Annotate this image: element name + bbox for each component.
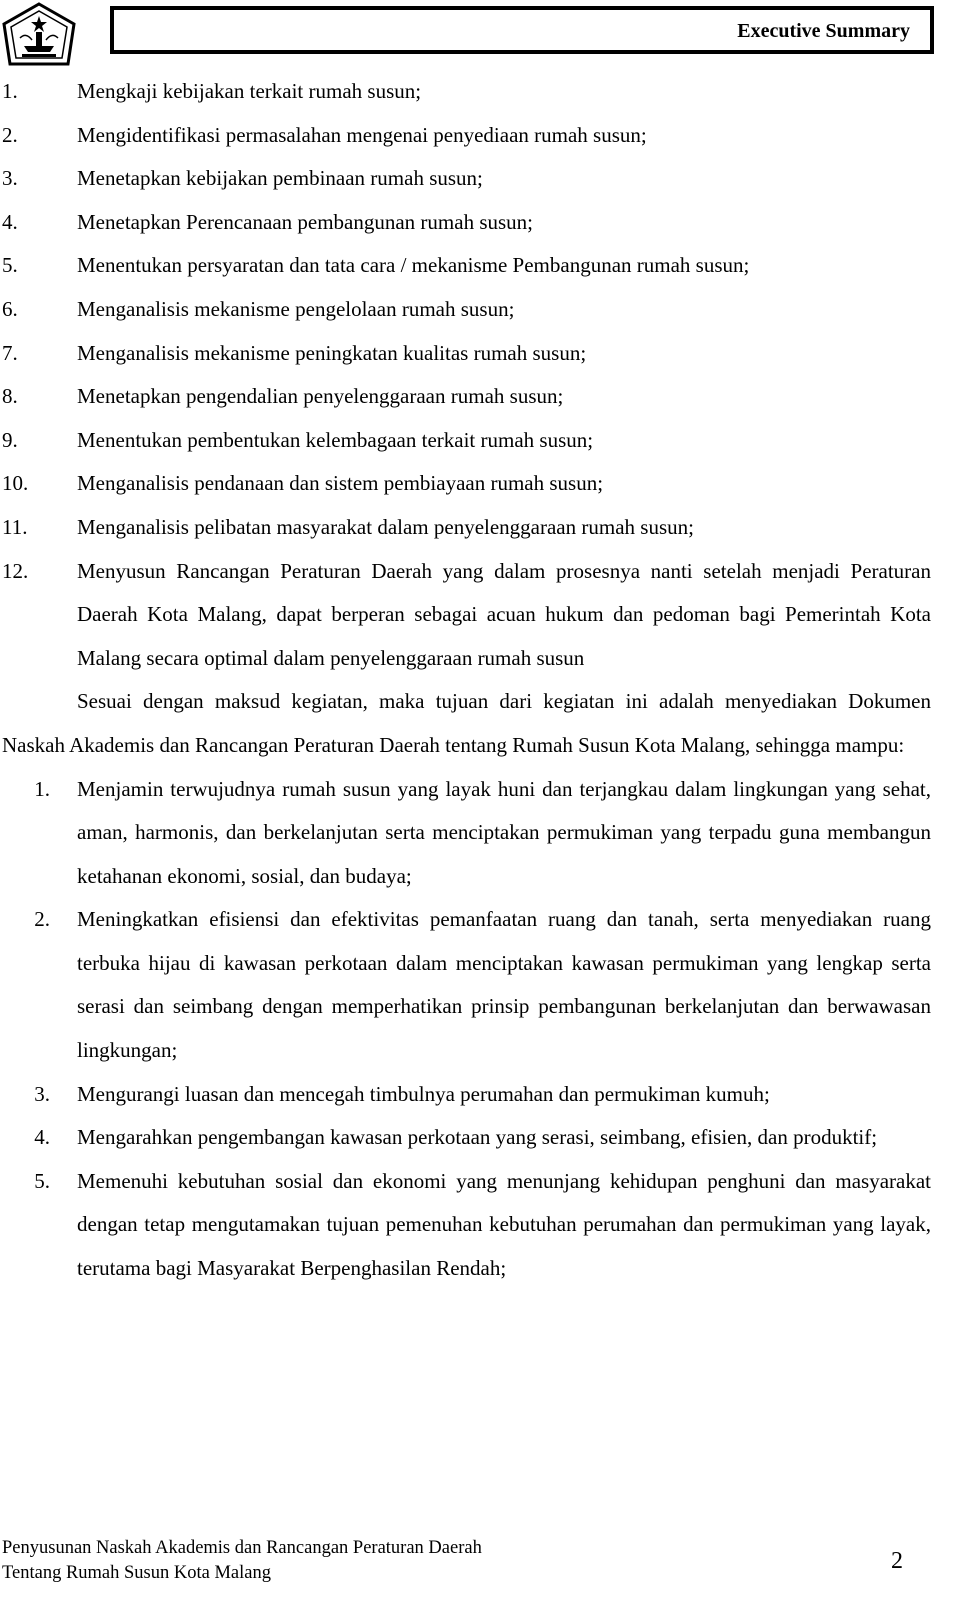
list-item-number: 12. (2, 558, 29, 583)
list-item-text: Menetapkan kebijakan pembinaan rumah susun; (77, 166, 483, 191)
list-item (2, 1116, 931, 1160)
list-item (2, 288, 931, 332)
list-item-text: Menentukan persyaratan dan tata cara / mekanisme Pembangunan rumah susun; (77, 253, 750, 278)
list-item-text: Mengarahkan pengembangan kawasan perkotaan yang serasi, seimbang, efisien, dan produktif; (77, 1125, 878, 1150)
list-item-text: Meningkatkan efisiensi dan efektivitas pemanfaatan ruang dan tanah, serta menyediakan ruang terbuka hijau di kawasan perkotaan dalam menciptakan kawasan permukiman yang lengkap serta serasi dan seimbang dengan memperhatikan prinsip pembangunan berkelanjutan dan berwawasan lingkungan; (77, 907, 931, 1063)
list-item (2, 157, 931, 201)
list-item (2, 332, 931, 376)
footer-line-1: Penyusunan Naskah Akademis dan Rancangan Peraturan Daerah (2, 1538, 482, 1558)
list-item (2, 1160, 931, 1291)
list-item-number: 2. (34, 907, 50, 932)
list-item (2, 201, 931, 245)
list-item-number: 5. (34, 1168, 50, 1193)
list-item (2, 114, 931, 158)
list-item (2, 550, 931, 681)
list-item (2, 462, 931, 506)
page-header (0, 0, 960, 72)
list-item-number: 5. (2, 253, 18, 278)
list-item-number: 8. (2, 384, 18, 409)
list-item (2, 506, 931, 550)
document-body (2, 70, 931, 1291)
footer-text (2, 1536, 482, 1586)
page-footer (2, 1536, 931, 1596)
list-item-number: 4. (2, 209, 18, 234)
list-item-number: 6. (2, 296, 18, 321)
page-number: 2 (891, 1548, 903, 1574)
list-item-number: 7. (2, 340, 18, 365)
list-item-number: 1. (34, 776, 50, 801)
list-item-text: Mengidentifikasi permasalahan mengenai penyediaan rumah susun; (77, 122, 647, 147)
list-item (2, 375, 931, 419)
list-item-text: Menganalisis pendanaan dan sistem pembiayaan rumah susun; (77, 471, 604, 496)
list-item-number: 1. (2, 79, 18, 103)
list-item-text: Menetapkan Perencanaan pembangunan rumah susun; (77, 209, 534, 234)
list-item (2, 244, 931, 288)
list-item (2, 1073, 931, 1117)
list-item-number: 10. (2, 471, 29, 496)
objectives-list (2, 70, 931, 680)
list-item-text: Mengurangi luasan dan mencegah timbulnya perumahan dan permukiman kumuh; (77, 1081, 770, 1106)
list-item-number: 11. (2, 514, 28, 539)
list-item-text: Menyusun Rancangan Peraturan Daerah yang dalam prosesnya nanti setelah menjadi Peraturan Daerah Kota Malang, dapat berperan sebagai acuan hukum dan pedoman bagi Pemerintah Kota Malang secara optimal dalam penyelenggaraan rumah susun (77, 558, 931, 670)
list-item-text: Menentukan pembentukan kelembagaan terkait rumah susun; (77, 427, 594, 452)
goals-list (2, 768, 931, 1291)
list-item-text: Menganalisis pelibatan masyarakat dalam penyelenggaraan rumah susun; (77, 514, 694, 539)
list-item-text: Menetapkan pengendalian penyelenggaraan rumah susun; (77, 384, 564, 409)
list-item-text: Menganalisis mekanisme peningkatan kualitas rumah susun; (77, 340, 587, 365)
list-item-text: Menjamin terwujudnya rumah susun yang layak huni dan terjangkau dalam lingkungan yang sehat, aman, harmonis, dan berkelanjutan serta menciptakan permukiman yang terpadu guna membangun ketahanan ekonomi, sosial, dan budaya; (77, 776, 931, 888)
list-item-number: 3. (2, 166, 18, 191)
footer-line-2: Tentang Rumah Susun Kota Malang (2, 1563, 271, 1583)
list-item-text: Memenuhi kebutuhan sosial dan ekonomi yang menunjang kehidupan penghuni dan masyarakat dengan tetap mengutamakan tujuan pemenuhan kebutuhan perumahan dan permukiman yang layak, terutama bagi Masyarakat Berpenghasilan Rendah; (77, 1168, 931, 1281)
header-title: Executive Summary (737, 20, 910, 42)
list-item (2, 768, 931, 899)
list-item-text: Mengkaji kebijakan terkait rumah susun; (77, 79, 422, 103)
city-coat-of-arms-icon (2, 2, 76, 72)
list-item (2, 70, 931, 114)
purpose-paragraph: Sesuai dengan maksud kegiatan, maka tujuan dari kegiatan ini adalah menyediakan Dokumen Naskah Akademis dan Rancangan Peraturan Daerah tentang Rumah Susun Kota Malang, sehingga mampu: (2, 689, 931, 757)
list-item (2, 898, 931, 1072)
list-item-number: 2. (2, 122, 18, 147)
list-item-text: Menganalisis mekanisme pengelolaan rumah susun; (77, 296, 515, 321)
list-item (2, 419, 931, 463)
list-item-number: 4. (34, 1125, 50, 1150)
list-item-number: 3. (34, 1081, 50, 1106)
list-item-number: 9. (2, 427, 18, 452)
header-title-box (110, 6, 934, 54)
